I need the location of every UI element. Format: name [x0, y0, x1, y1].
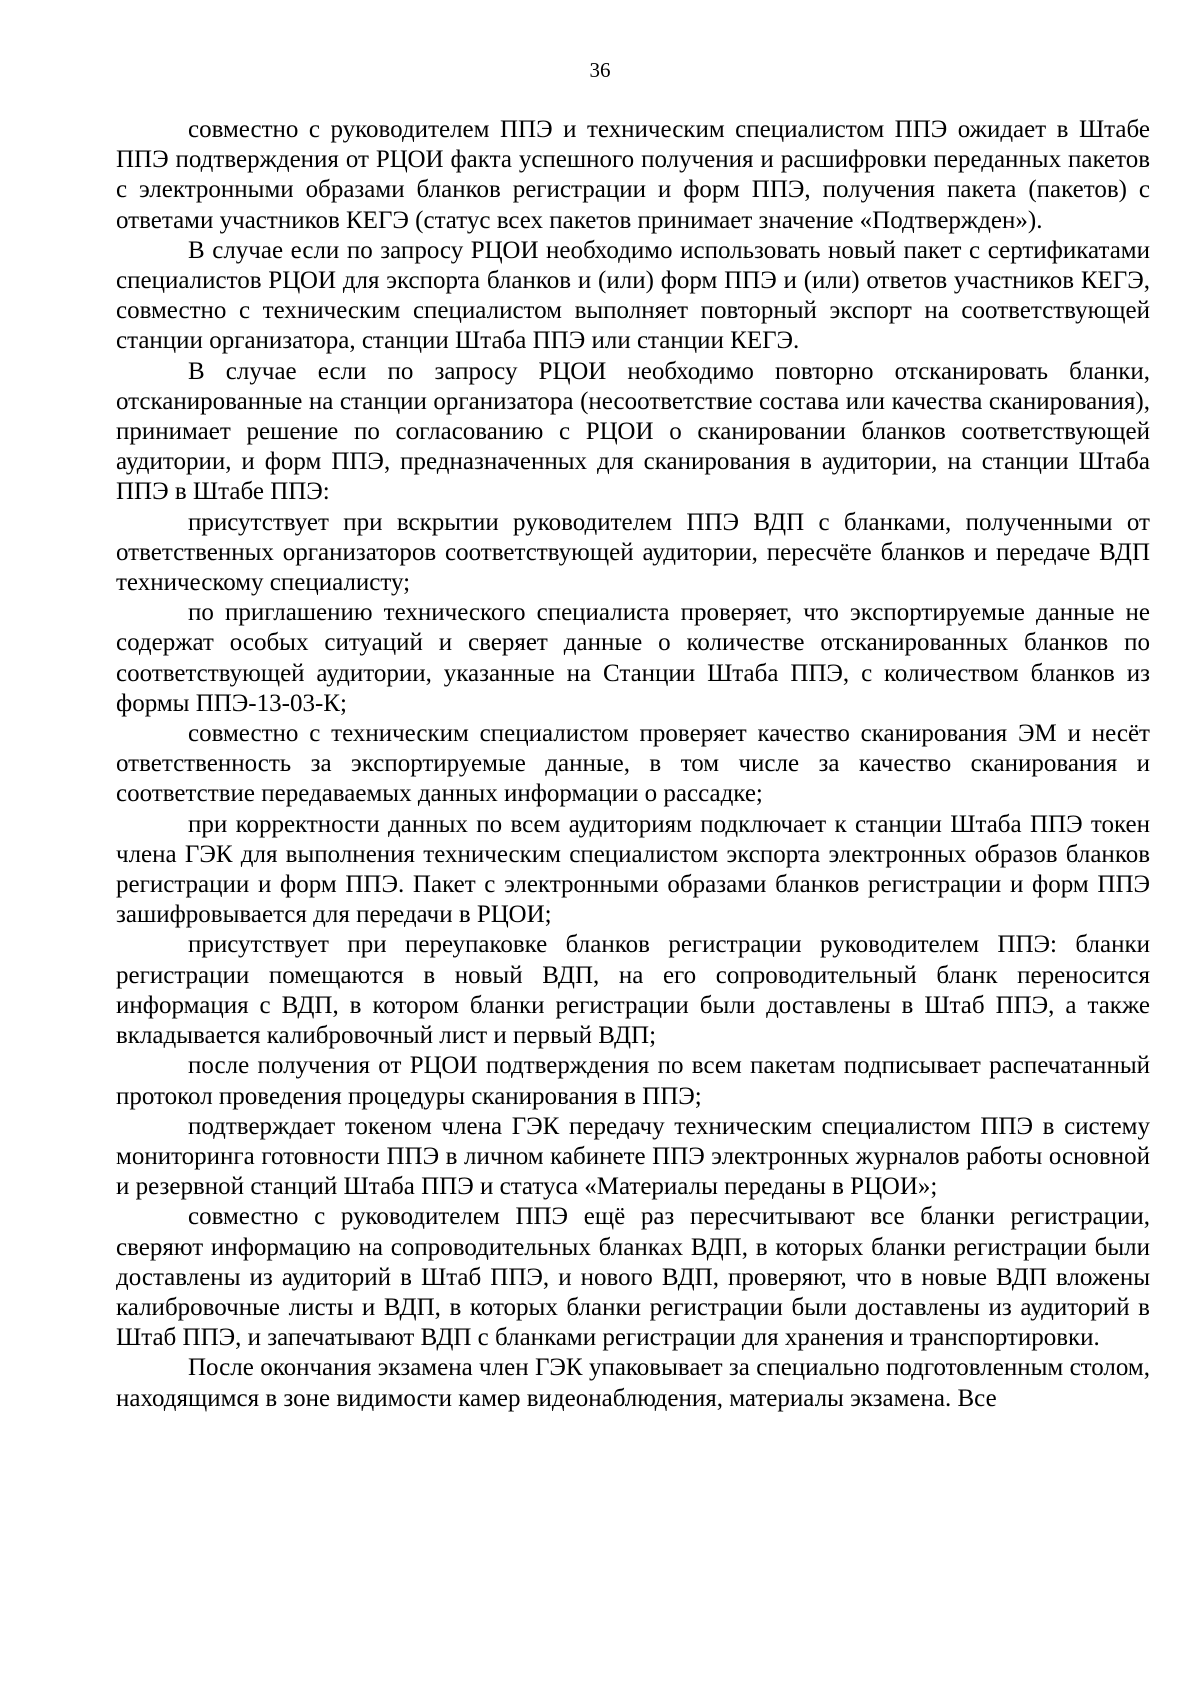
- list-item: совместно с техническим специалистом проверяет качество сканирования ЭМ и несёт ответственность за экспортируемые данные, в том числе за качество сканирования и соответствие передаваемых данных информации о рассадке;: [116, 720, 1150, 808]
- page-number: 36: [589, 58, 611, 82]
- paragraph: В случае если по запросу РЦОИ необходимо повторно отсканировать бланки, отсканированные на станции организатора (несоответствие состава или качества сканирования), принимает решение по согласованию с РЦОИ о сканировании бланков соответствующей аудитории, и форм ППЭ, предназначенных для сканирования в аудитории, на станции Штаба ППЭ в Штабе ППЭ:: [116, 357, 1150, 506]
- paragraph: В случае если по запросу РЦОИ необходимо использовать новый пакет с сертификатами специалистов РЦОИ для экспорта бланков и (или) форм ППЭ и (или) ответов участников КЕГЭ, совместно с техническим специалистом выполняет повторный экспорт на соответствующей станции организатора, станции Штаба ППЭ или станции КЕГЭ.: [116, 236, 1150, 355]
- list-item: после получения от РЦОИ подтверждения по всем пакетам подписывает распечатанный протокол проведения процедуры сканирования в ППЭ;: [116, 1052, 1150, 1110]
- list-item: присутствует при вскрытии руководителем ППЭ ВДП с бланками, полученными от ответственных организаторов соответствующей аудитории, пересчёте бланков и передаче ВДП техническому специалисту;: [116, 508, 1150, 597]
- list-item: совместно с руководителем ППЭ ещё раз пересчитывают все бланки регистрации, сверяют информацию на сопроводительных бланках ВДП, в которых бланки регистрации были доставлены из аудиторий в Штаб ППЭ, и нового ВДП, проверяют, что в новые ВДП вложены калибровочные листы и ВДП, в которых бланки регистрации были доставлены из аудиторий в Штаб ППЭ, и запечатывают ВДП с бланками регистрации для хранения и транспортировки.: [116, 1203, 1150, 1352]
- list-item: присутствует при переупаковке бланков регистрации руководителем ППЭ: бланки регистрации помещаются в новый ВДП, на его сопроводительный бланк переносится информация с ВДП, в котором бланки регистрации были доставлены в Штаб ППЭ, а также вкладывается калибровочный лист и первый ВДП;: [116, 931, 1150, 1050]
- list-item: подтверждает токеном члена ГЭК передачу техническим специалистом ППЭ в систему мониторинга готовности ППЭ в личном кабинете ППЭ электронных журналов работы основной и резервной станций Штаба ППЭ и статуса «Материалы переданы в РЦОИ»;: [116, 1112, 1150, 1201]
- list-item: по приглашению технического специалиста проверяет, что экспортируемые данные не содержат особых ситуаций и сверяет данные о количестве отсканированных бланков по соответствующей аудитории, указанные на Станции Штаба ППЭ, с количеством бланков из формы ППЭ-13-03-К;: [116, 599, 1150, 717]
- paragraph: совместно с руководителем ППЭ и техническим специалистом ППЭ ожидает в Штабе ППЭ подтверждения от РЦОИ факта успешного получения и расшифровки переданных пакетов с электронными образами бланков регистрации и форм ППЭ, получения пакета (пакетов) с ответами участников КЕГЭ (статус всех пакетов принимает значение «Подтвержден»).: [116, 116, 1150, 234]
- list-item: при корректности данных по всем аудиториям подключает к станции Штаба ППЭ токен члена ГЭК для выполнения техническим специалистом экспорта электронных образов бланков регистрации и форм ППЭ. Пакет с электронными образами бланков регистрации и форм ППЭ зашифровывается для передачи в РЦОИ;: [116, 810, 1150, 929]
- paragraph: После окончания экзамена член ГЭК упаковывает за специально подготовленным столом, находящимся в зоне видимости камер видеонаблюдения, материалы экзамена. Все: [116, 1354, 1150, 1412]
- document-body: [116, 115, 1150, 1414]
